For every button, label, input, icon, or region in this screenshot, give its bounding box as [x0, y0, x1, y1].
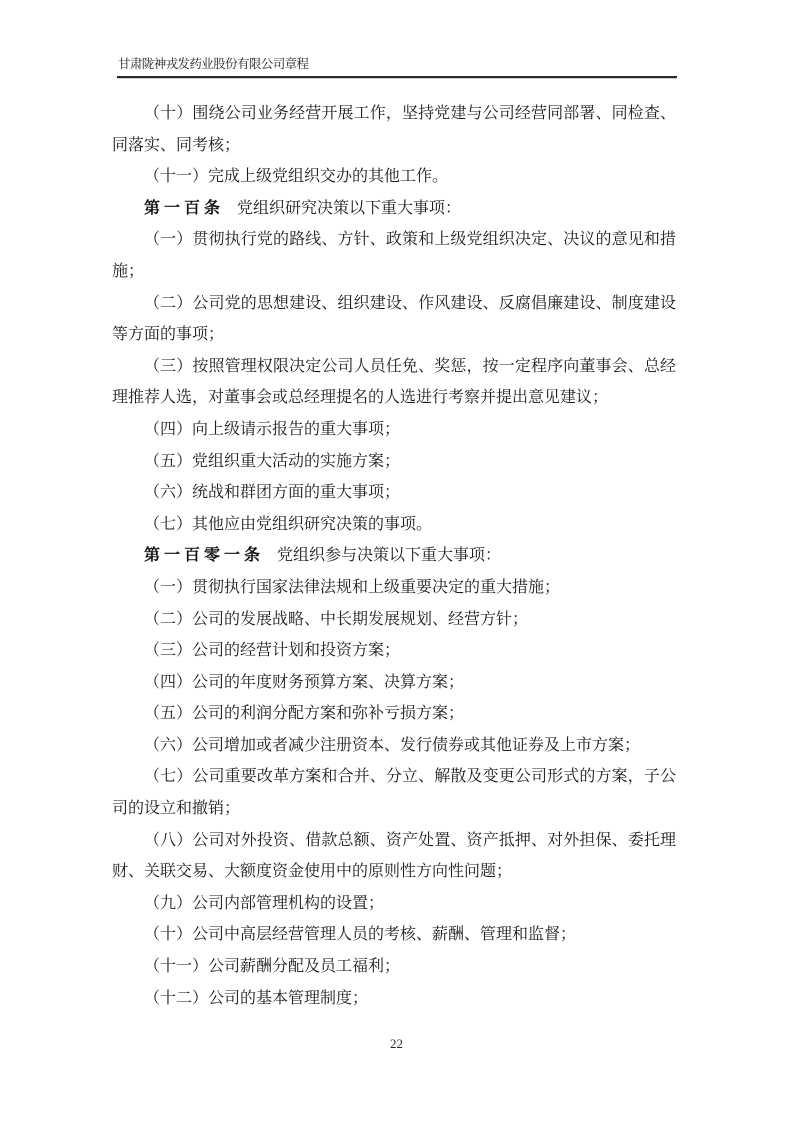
- article-title-text: 党组织参与决策以下重大事项：: [277, 547, 502, 565]
- article-title-text: 党组织研究决策以下重大事项：: [237, 199, 462, 217]
- paragraph: （三）公司的经营计划和投资方案；: [144, 642, 401, 660]
- page-number: 22: [390, 1036, 403, 1051]
- paragraph: （一）贯彻执行国家法律法规和上级重要决定的重大措施；: [144, 578, 561, 596]
- paragraph: （十）围绕公司业务经营开展工作，坚持党建与公司经营同部署、同检查、同落实、同考核；: [112, 105, 676, 154]
- paragraph: （十二）公司的基本管理制度；: [144, 989, 369, 1007]
- paragraph: （五）公司的利润分配方案和弥补亏损方案；: [144, 705, 465, 723]
- paragraph: （十一）完成上级党组织交办的其他工作。: [144, 168, 449, 186]
- paragraph: （十）公司中高层经营管理人员的考核、薪酬、管理和监督；: [144, 926, 577, 944]
- page-header-title: 甘肃陇神戎发药业股份有限公司章程: [118, 57, 309, 71]
- paragraph: （六）公司增加或者减少注册资本、发行债券或其他证券及上市方案；: [144, 736, 641, 754]
- header-rule: [117, 76, 677, 79]
- article-number: 第一百条: [144, 199, 225, 217]
- paragraph: （七）公司重要改革方案和合并、分立、解散及变更公司形式的方案，子公司的设立和撤销；: [112, 768, 676, 818]
- article-number: 第一百零一条: [144, 547, 265, 565]
- paragraph: （十一）公司薪酬分配及员工福利；: [144, 958, 401, 976]
- paragraph: （九）公司内部管理机构的设置；: [144, 894, 385, 912]
- article-heading: [112, 540, 676, 572]
- paragraph: （六）统战和群团方面的重大事项；: [144, 484, 401, 502]
- paragraph: （七）其他应由党组织研究决策的事项。: [144, 515, 433, 533]
- paragraph: （二）公司的发展战略、中长期发展规划、经营方针；: [144, 610, 529, 628]
- article-heading: [112, 193, 676, 225]
- document-body: [112, 98, 676, 1014]
- paragraph: （五）党组织重大活动的实施方案；: [144, 452, 401, 470]
- paragraph: （二）公司党的思想建设、组织建设、作风建设、反腐倡廉建设、制度建设等方面的事项；: [112, 294, 676, 344]
- paragraph: （四）公司的年度财务预算方案、决算方案；: [144, 673, 465, 691]
- paragraph: （一）贯彻执行党的路线、方针、政策和上级党组织决定、决议的意见和措施；: [112, 231, 676, 280]
- paragraph: （四）向上级请示报告的重大事项；: [144, 420, 401, 438]
- paragraph: （三）按照管理权限决定公司人员任免、奖惩，按一定程序向董事会、总经理推荐人选，对董事会或总经理提名的人选进行考察并提出意见建议；: [112, 357, 676, 407]
- paragraph: （八）公司对外投资、借款总额、资产处置、资产抵押、对外担保、委托理财、关联交易、大额度资金使用中的原则性方向性问题；: [112, 831, 676, 881]
